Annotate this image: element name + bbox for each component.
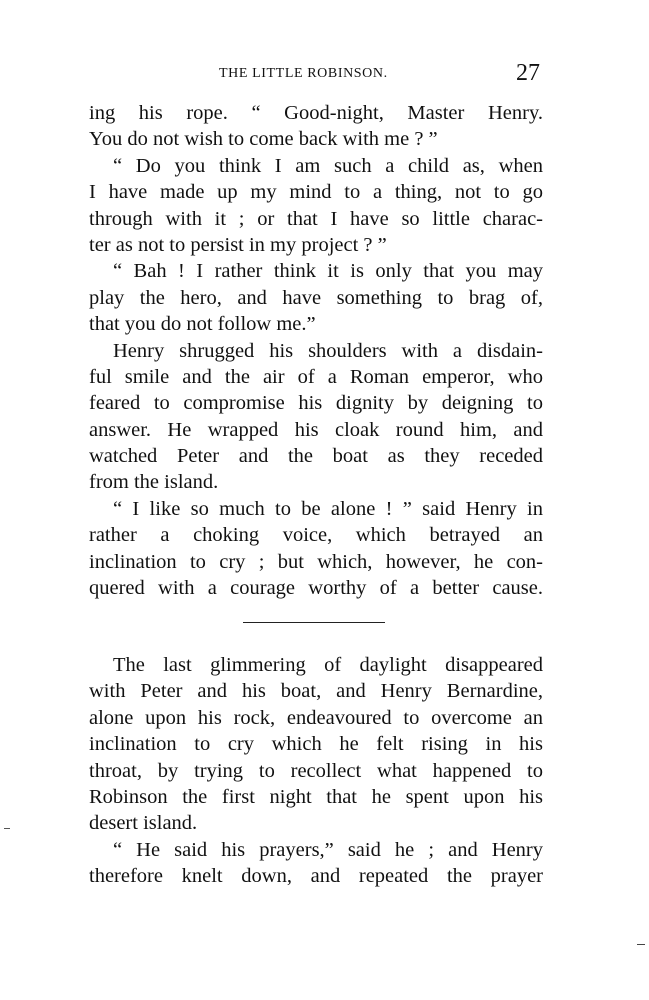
text-line: ing his rope. “ Good-night, Master Henry. <box>89 102 543 124</box>
text-line: inclination to cry ; but which, however, he con- <box>89 550 543 573</box>
text-line: play the hero, and have something to brag of, <box>89 286 543 309</box>
page-header <box>0 60 649 88</box>
text-line: inclination to cry which he felt rising in his <box>89 733 543 756</box>
text-line: through with it ; or that I have so little charac- <box>89 207 543 230</box>
text-line: “ Do you think I am such a child as, when <box>113 154 543 177</box>
text-line: “ I like so much to be alone ! ” said Henry in <box>113 497 543 520</box>
running-head: THE LITTLE ROBINSON. <box>219 66 388 81</box>
text-line: ful smile and the air of a Roman emperor, who <box>89 365 543 388</box>
body-text-section-2 <box>89 652 543 890</box>
text-line: therefore knelt down, and repeated the prayer <box>89 865 543 888</box>
text-line: “ Bah ! I rather think it is only that you may <box>113 260 543 283</box>
text-line: desert island. <box>89 812 198 835</box>
text-line: answer. He wrapped his cloak round him, and <box>89 418 543 441</box>
text-line: alone upon his rock, endeavoured to overcome an <box>89 706 543 729</box>
text-line: The last glimmering of daylight disappeared <box>113 654 543 676</box>
text-line: Henry shrugged his shoulders with a disdain- <box>113 339 543 362</box>
margin-mark <box>4 828 10 829</box>
text-line: I have made up my mind to a thing, not to go <box>89 181 543 204</box>
text-line: throat, by trying to recollect what happened to <box>89 759 543 782</box>
body-text-section-1 <box>89 100 543 601</box>
text-line: rather a choking voice, which betrayed an <box>89 524 543 547</box>
text-line: ter as not to persist in my project ? ” <box>89 233 387 256</box>
text-line: Robinson the first night that he spent upon his <box>89 785 543 808</box>
text-line: You do not wish to come back with me ? ” <box>89 128 438 151</box>
page-number: 27 <box>516 60 540 86</box>
margin-mark <box>637 944 645 945</box>
text-line: that you do not follow me.” <box>89 313 316 336</box>
text-line: feared to compromise his dignity by deigning to <box>89 392 543 415</box>
text-line: “ He said his prayers,” said he ; and Henry <box>113 838 543 861</box>
text-line: with Peter and his boat, and Henry Bernardine, <box>89 680 543 703</box>
text-line: watched Peter and the boat as they receded <box>89 445 543 468</box>
section-divider-rule <box>243 622 385 623</box>
text-line: quered with a courage worthy of a better cause. <box>89 577 543 600</box>
text-line: from the island. <box>89 471 219 494</box>
